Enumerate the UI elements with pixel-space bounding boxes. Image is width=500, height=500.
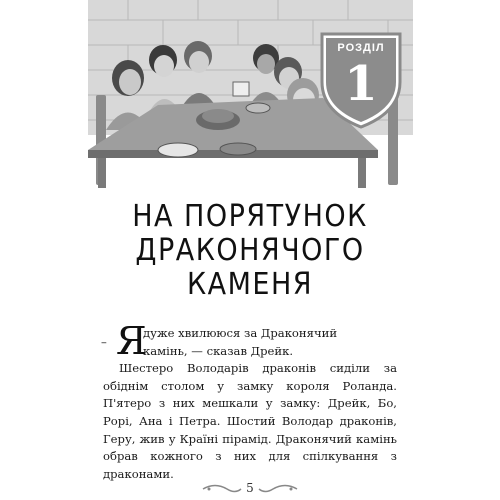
- second-line: камінь, — сказав Дрейк.: [143, 343, 294, 358]
- title-line-3: КАМЕНЯ: [186, 267, 314, 302]
- page-number: 5: [246, 481, 254, 495]
- first-paragraph: [101, 319, 397, 363]
- title-line-1: НА ПОРЯТУНОК: [132, 199, 368, 234]
- chapter-title: [90, 200, 410, 302]
- page-folio: [195, 480, 305, 498]
- first-line: дуже хвилююся за Драконячий: [143, 326, 338, 340]
- body-text: [101, 319, 397, 483]
- drop-cap: Я: [116, 319, 147, 363]
- title-line-2: ДРАКОНЯЧОГО: [135, 233, 365, 268]
- paragraph-2: Шестеро Володарів драконів сиділи за обіднім столом у замку короля Роланда. П'ятеро з них мешкали у замку: Дрейк, Бо, Рорі, Ана і Петра. Шостий Володар драконів, Геру, жив у Країні пірамід. Драконячий камінь обрав кожного з них для спілкування з драконами.: [103, 361, 397, 481]
- chapter-label: РОЗДІЛ: [337, 42, 385, 54]
- dialogue-dash: –: [101, 335, 107, 349]
- chapter-number: 1: [344, 56, 378, 112]
- rice-bowl: [158, 143, 198, 157]
- chapter-badge: [318, 30, 404, 130]
